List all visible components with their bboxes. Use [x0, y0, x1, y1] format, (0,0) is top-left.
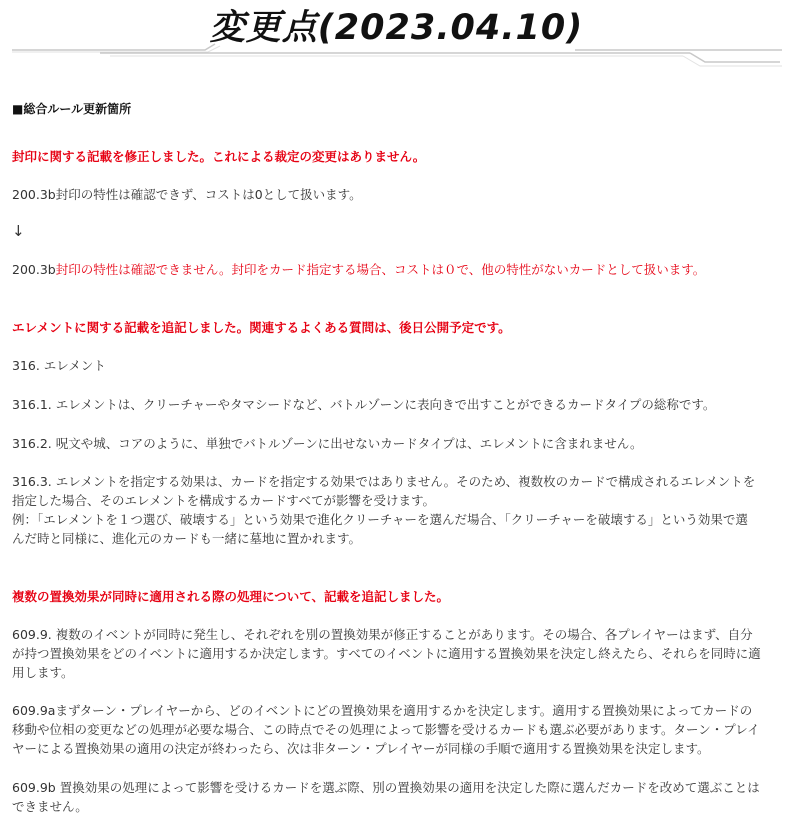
- rule-609-9-line3: 用します。: [12, 665, 74, 680]
- rule-316-1: 316.1. エレメントは、クリーチャーやタマシードなど、バトルゾーンに表向きで出すことができるカードタイプの総称です。: [12, 397, 716, 412]
- rule-609-9-line1: 609.9. 複数のイベントが同時に発生し、それぞれを別の置換効果が修正することがあります。その場合、各プレイヤーはまず、自分: [12, 627, 753, 642]
- page-header: [0, 0, 793, 70]
- seal-new-rule-number: 200.3b: [12, 262, 56, 277]
- seal-new-rule: [12, 260, 705, 279]
- rule-609-9b-line1: 609.9b 置換効果の処理によって影響を受けるカードを選ぶ際、別の置換効果の適用を決定した際に選んだカードを改めて選ぶことは: [12, 780, 760, 795]
- rule-316: 316. エレメント: [12, 358, 106, 373]
- rule-316-3-line1: 316.3. エレメントを指定する効果は、カードを指定する効果ではありません。そのため、複数枚のカードで構成されるエレメントを: [12, 474, 756, 489]
- rule-316-3-line4: んだ時と同様に、進化元のカードも一緒に墓地に置かれます。: [12, 531, 362, 546]
- rule-316-3-line2: 指定した場合、そのエレメントを構成するカードすべてが影響を受けます。: [12, 493, 436, 508]
- rule-609-9a-line2: 移動や位相の変更などの処理が必要な場合、この時点でその処理によって影響を受けるカードも選ぶ必要があります。ターン・プレイ: [12, 722, 760, 737]
- rule-609-9b-line2: できません。: [12, 799, 88, 814]
- seal-old-rule: 200.3b封印の特性は確認できず、コストは0として扱います。: [12, 187, 362, 202]
- seal-notice: 封印に関する記載を修正しました。これによる裁定の変更はありません。: [12, 149, 426, 164]
- element-notice: エレメントに関する記載を追記しました。関連するよくある質問は、後日公開予定です。: [12, 320, 511, 335]
- rule-316-2: 316.2. 呪文や城、コアのように、単独でバトルゾーンに出せないカードタイプは、エレメントに含まれません。: [12, 436, 643, 451]
- rule-609-9-line2: が持つ置換効果をどのイベントに適用するか決定します。すべてのイベントに適用する置換効果を決定し終えたら、それらを同時に適: [12, 646, 761, 661]
- replacement-notice: 複数の置換効果が同時に適用される際の処理について、記載を追記しました。: [12, 589, 450, 604]
- seal-new-rule-text: 封印の特性は確認できません。封印をカード指定する場合、コストは０で、他の特性がないカードとして扱います。: [55, 262, 706, 277]
- section-heading: ■総合ルール更新箇所: [12, 102, 132, 116]
- down-arrow-icon: ↓: [12, 222, 25, 240]
- rule-316-3-line3: 例：「エレメントを１つ選び、破壊する」という効果で進化クリーチャーを選んだ場合、「クリーチャーを破壊する」という効果で選: [12, 512, 748, 527]
- page-title: 変更点(2023.04.10): [209, 8, 584, 48]
- rule-609-9a-line1: 609.9aまずターン・プレイヤーから、どのイベントにどの置換効果を適用するかを決定します。適用する置換効果によってカードの: [12, 703, 753, 718]
- rule-609-9a-line3: ヤーによる置換効果の適用の決定が終わったら、次は非ターン・プレイヤーが同様の手順で適用する置換効果を決定します。: [12, 741, 710, 756]
